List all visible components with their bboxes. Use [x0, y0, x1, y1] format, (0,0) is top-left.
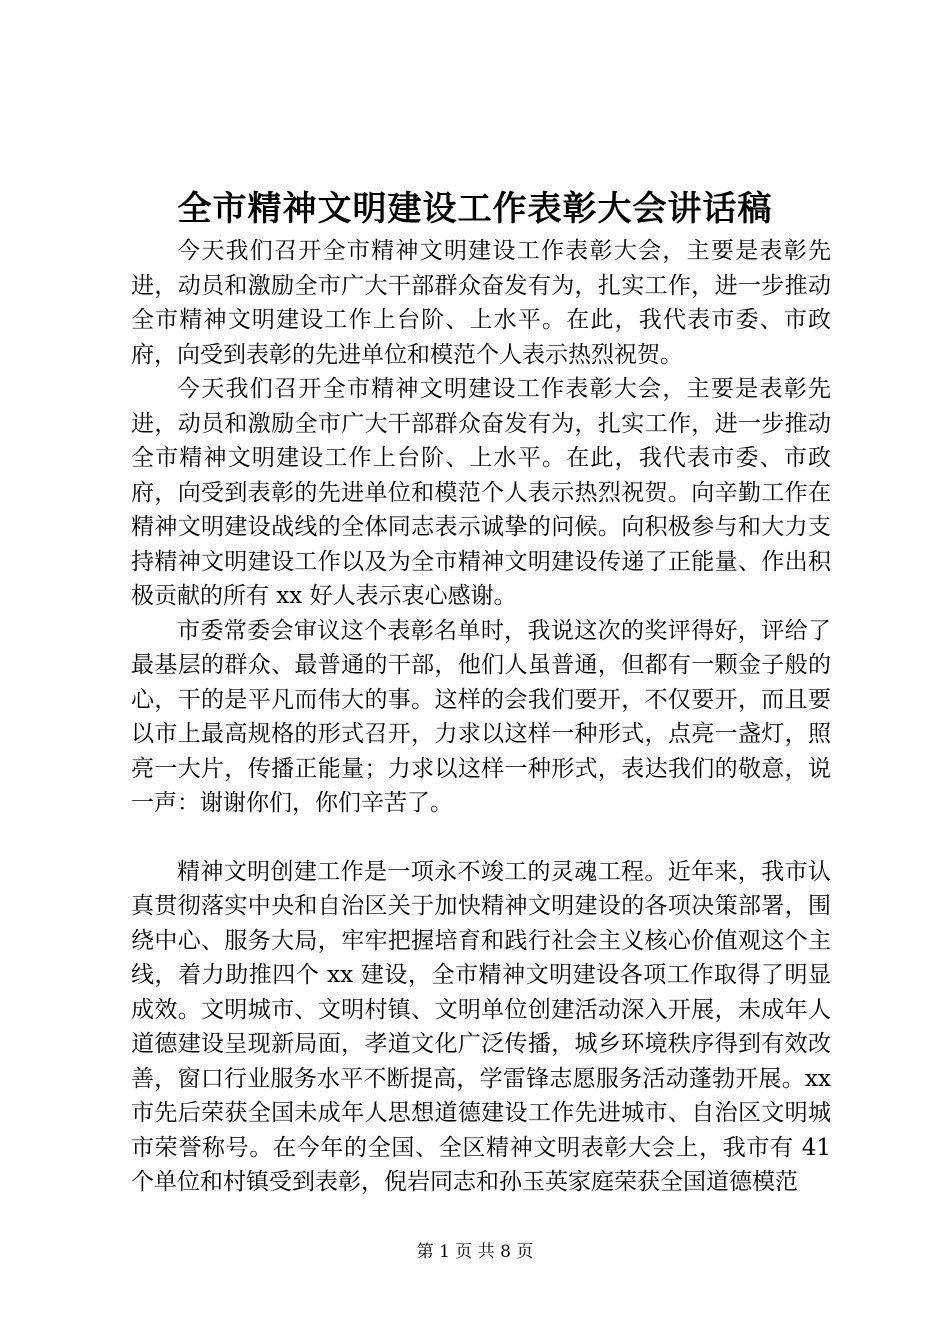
paragraph-4: 精神文明创建工作是一项永不竣工的灵魂工程。近年来，我市认真贯彻落实中央和自治区关于加快精神文明建设的各项决策部署，围绕中心、服务大局，牢牢把握培育和践行社会主义核心价值观这个主线，着力助推四个 xx 建设，全市精神文明建设各项工作取得了明显成效。文明城市、文明村镇、文明单位创建活动深入开展，未成年人道德建设呈现新局面，孝道文化广泛传播，城乡环境秩序得到有效改善，窗口行业服务水平不断提高，学雷锋志愿服务活动蓬勃开展。xx 市先后荣获全国未成年人思想道德建设工作先进城市、自治区文明城市荣誉称号。在今年的全国、全区精神文明表彰大会上，我市有 41 个单位和村镇受到表彰，倪岩同志和孙玉英家庭荣获全国道德模范 [131, 858, 831, 1195]
paragraph-2: 今天我们召开全市精神文明建设工作表彰大会，主要是表彰先进，动员和激励全市广大干部群众奋发有为，扎实工作，进一步推动全市精神文明建设工作上台阶、上水平。在此，我代表市委、市政府，向受到表彰的先进单位和模范个人表示热烈祝贺。向辛勤工作在精神文明建设战线的全体同志表示诚挚的问候。向积极参与和大力支持精神文明建设工作以及为全市精神文明建设传递了正能量、作出积极贡献的所有 xx 好人表示衷心感谢。 [131, 376, 831, 609]
paragraph-1: 今天我们召开全市精神文明建设工作表彰大会，主要是表彰先进，动员和激励全市广大干部群众奋发有为，扎实工作，进一步推动全市精神文明建设工作上台阶、上水平。在此，我代表市委、市政府，向受到表彰的先进单位和模范个人表示热烈祝贺。 [131, 238, 831, 368]
document-body [131, 234, 831, 1200]
paragraph-3: 市委常委会审议这个表彰名单时，我说这次的奖评得好，评给了最基层的群众、最普通的干部，他们人虽普通，但都有一颗金子般的心，干的是平凡而伟大的事。这样的会我们要开，不仅要开，而且要以市上最高规格的形式召开，力求以这样一种形式，点亮一盏灯，照亮一大片，传播正能量；力求以这样一种形式，表达我们的敬意，说一声：谢谢你们，你们辛苦了。 [131, 617, 831, 816]
page-number-footer: 第 1 页 共 8 页 [416, 1242, 534, 1262]
document-title: 全市精神文明建设工作表彰大会讲话稿 [177, 189, 773, 229]
